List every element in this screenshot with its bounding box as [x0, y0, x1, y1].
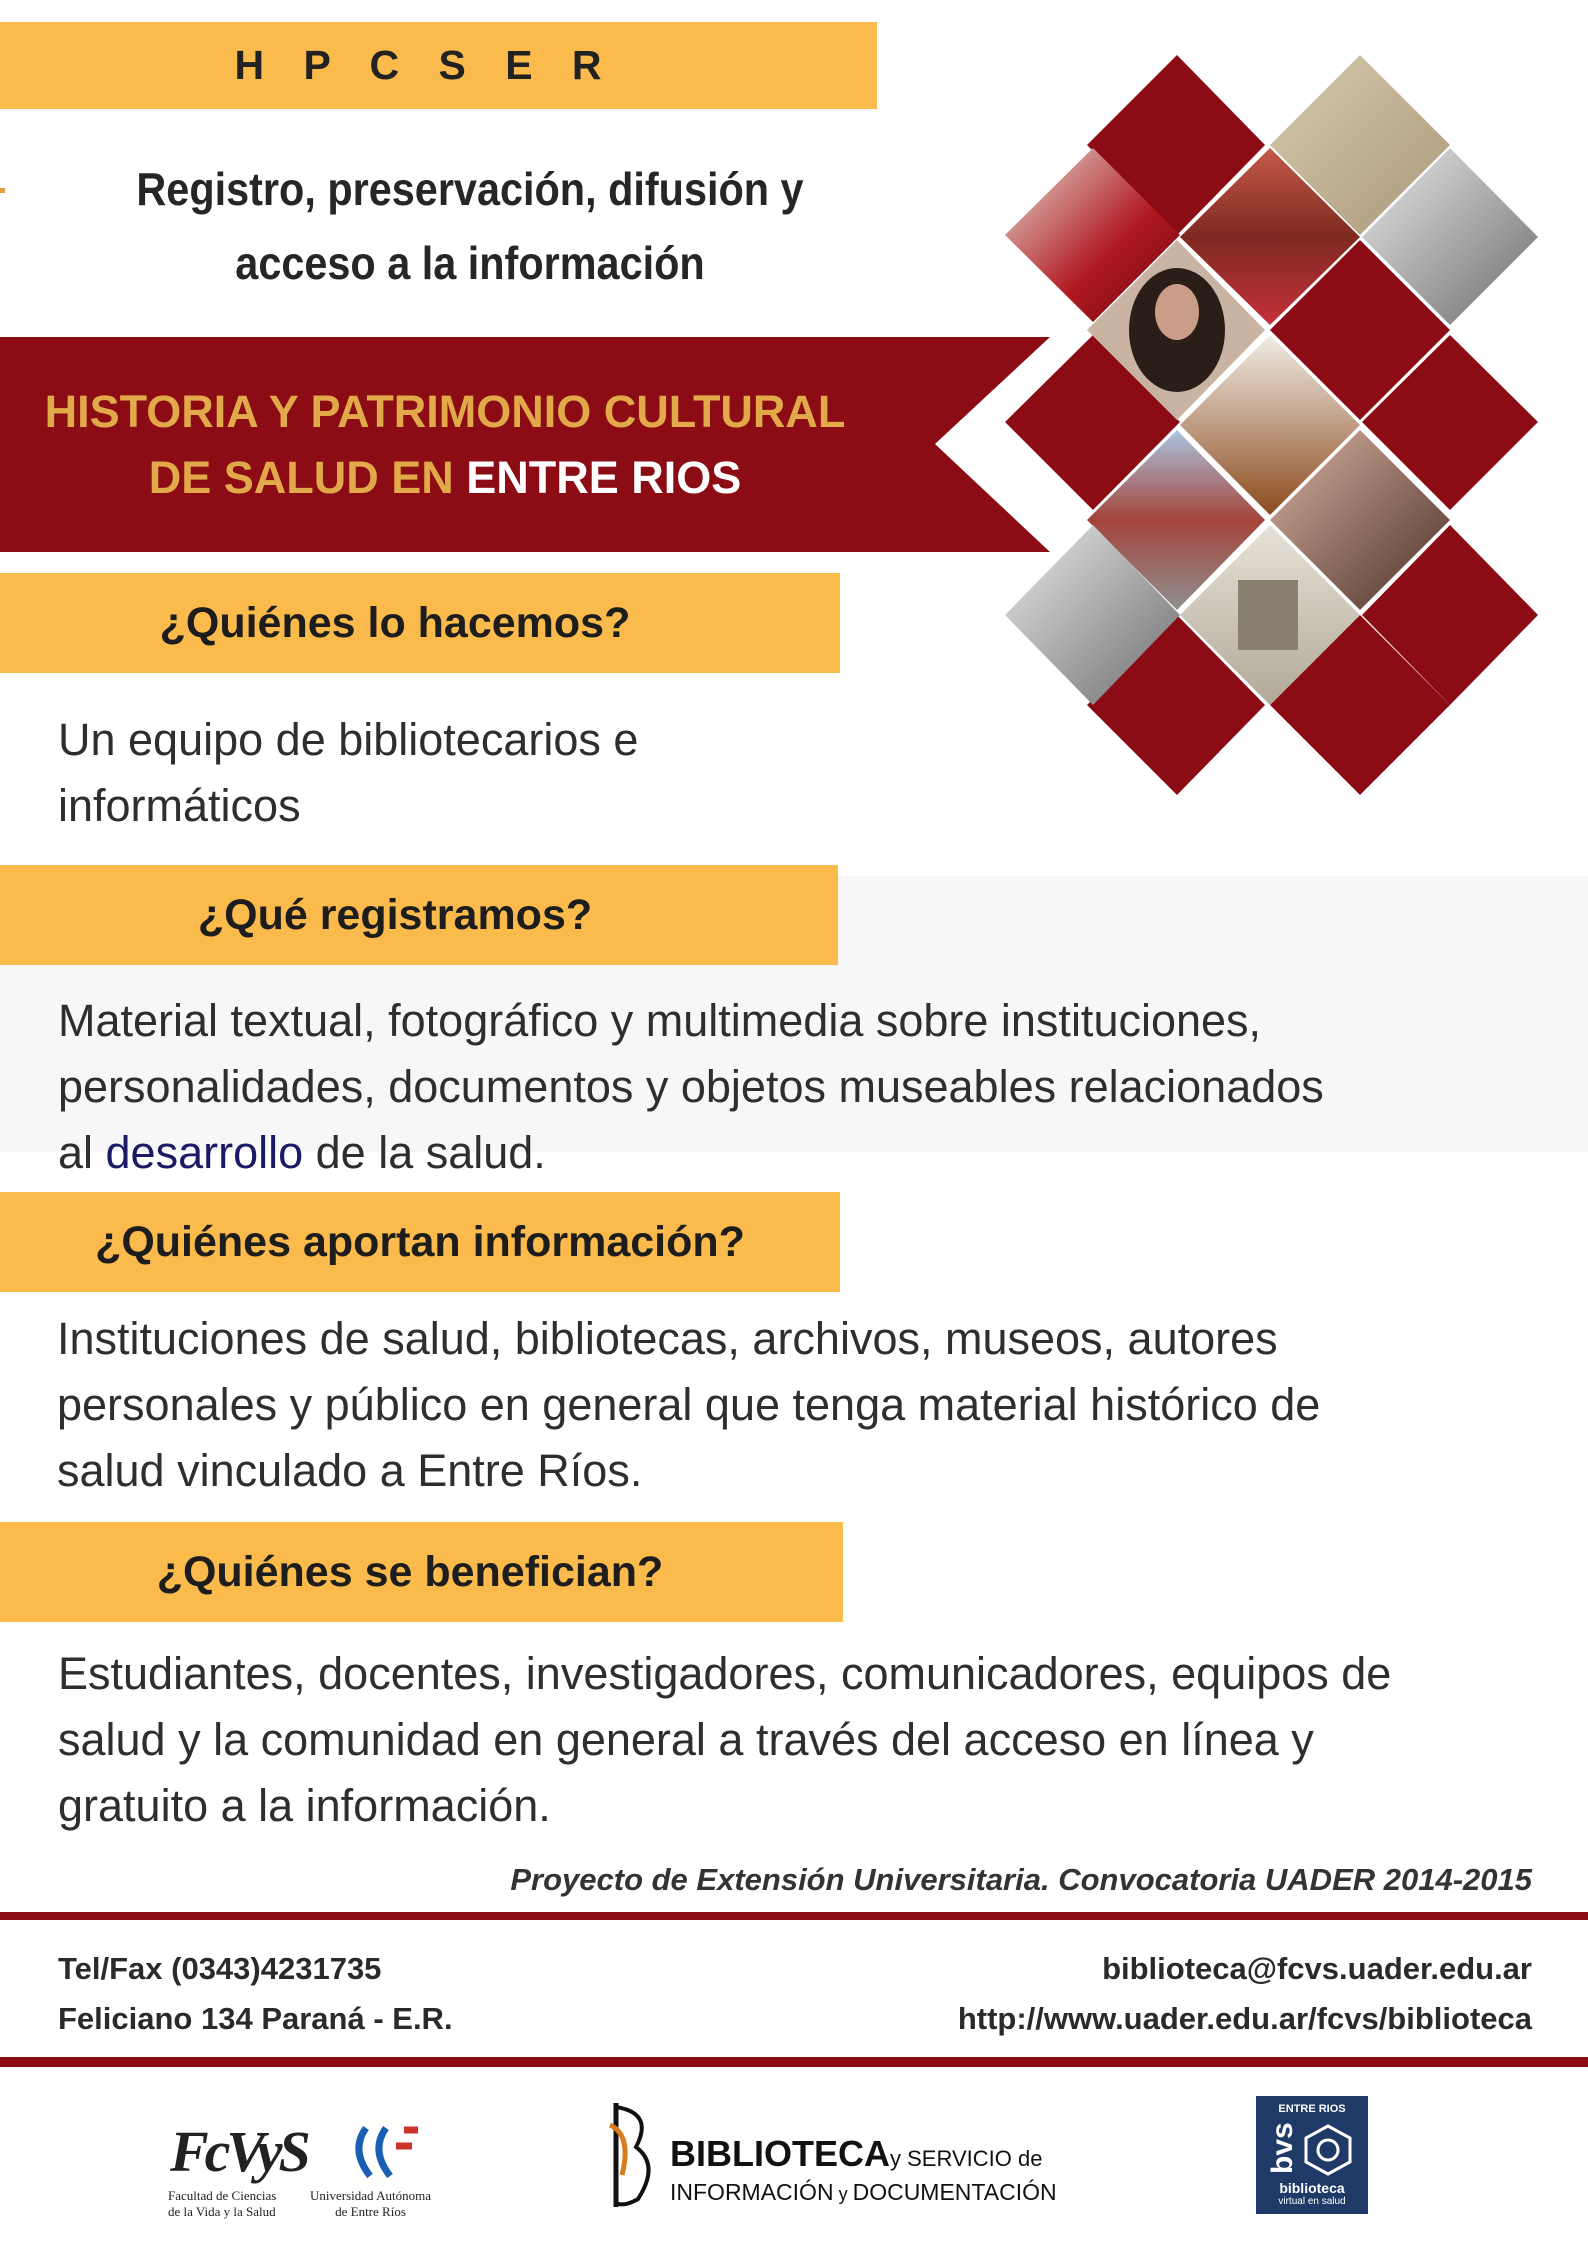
uader-logo-caption — [308, 2188, 433, 2220]
text-line: salud vinculado a Entre Ríos. — [57, 1445, 643, 1496]
biblioteca-info: INFORMACIÓN — [670, 2179, 834, 2205]
left-margin-mark — [0, 188, 5, 193]
address: Feliciano 134 Paraná - E.R. — [58, 2001, 453, 2036]
biblioteca-line-1 — [670, 2135, 1057, 2178]
fcvs-caption-line: de la Vida y la Salud — [168, 2204, 276, 2219]
bvs-logo — [1256, 2096, 1368, 2214]
text-fragment: de la salud. — [303, 1127, 546, 1178]
page-title: H P C S E R — [234, 42, 616, 88]
subtitle-line-2: acceso a la información — [235, 237, 705, 289]
text-line — [58, 1120, 1324, 1186]
text-line: personales y público en general que tenga material histórico de — [57, 1379, 1321, 1430]
banner-line-1: HISTORIA Y PATRIMONIO CULTURAL — [44, 385, 846, 437]
website-link[interactable]: http://www.uader.edu.ar/fcvs/biblioteca — [957, 2001, 1532, 2036]
contact-right — [958, 1944, 1532, 2044]
text-line: personalidades, documentos y objetos museables relacionados — [58, 1061, 1324, 1112]
text-fragment: al — [58, 1127, 106, 1178]
text-line: Estudiantes, docentes, investigadores, comunicadores, equipos de — [58, 1648, 1392, 1699]
banner-line-2-part-2: ENTRE RIOS — [466, 451, 742, 503]
biblioteca-title: BIBLIOTECA — [670, 2133, 890, 2174]
text-line: informáticos — [58, 780, 301, 831]
bvs-logo-icon — [1300, 2122, 1356, 2178]
biblioteca-small-2: y — [833, 2184, 853, 2204]
text-line: Un equipo de bibliotecarios e — [58, 714, 639, 765]
banner-line-2 — [149, 445, 742, 511]
biblioteca-doc: DOCUMENTACIÓN — [852, 2179, 1057, 2205]
uader-logo-icon — [346, 2120, 426, 2184]
bvs-bottom-line: biblioteca — [1279, 2180, 1345, 2196]
fcvs-logo-caption — [168, 2188, 276, 2220]
biblioteca-logo-text — [670, 2135, 1057, 2208]
banner-title — [0, 337, 890, 552]
section-text — [58, 707, 638, 839]
bvs-logo-bottom — [1256, 2182, 1368, 2208]
fcvs-logo — [168, 2118, 307, 2228]
uader-logo — [308, 2118, 433, 2228]
section-heading: ¿Quiénes lo hacemos? — [159, 598, 631, 647]
biblioteca-b-icon — [602, 2095, 662, 2215]
contact-left — [58, 1944, 453, 2044]
text-line: salud y la comunidad en general a través del acceso en línea y — [58, 1714, 1314, 1765]
banner-line-2-part-1: DE SALUD EN — [148, 451, 467, 503]
section-heading: ¿Qué registramos? — [197, 890, 593, 939]
text-line: Material textual, fotográfico y multimedia sobre instituciones, — [58, 995, 1262, 1046]
footer-rule-top — [0, 1912, 1588, 1920]
fcvs-caption-line: Facultad de Ciencias — [168, 2188, 277, 2203]
section-text — [57, 1306, 1320, 1504]
section-text — [58, 1641, 1391, 1839]
fcvs-logo-mark: FcVyS — [170, 2119, 307, 2184]
section-heading: ¿Quiénes aportan información? — [95, 1217, 745, 1266]
portrait-face — [1155, 284, 1199, 340]
email-link[interactable]: biblioteca@fcvs.uader.edu.ar — [1102, 1951, 1532, 1986]
bvs-bottom-line: virtual en salud — [1278, 2196, 1346, 2207]
biblioteca-small-1: y SERVICIO de — [890, 2146, 1043, 2171]
biblioteca-line-2 — [670, 2178, 1057, 2208]
page-subtitle — [110, 152, 830, 300]
section-text — [58, 988, 1324, 1186]
photo-collage — [970, 50, 1570, 840]
bvs-logo-mark: bvs — [1266, 2122, 1299, 2174]
footer-rule-bottom — [0, 2057, 1588, 2067]
bvs-logo-top: ENTRE RIOS — [1278, 2103, 1346, 2115]
biblioteca-logo — [602, 2095, 1062, 2215]
section-heading: ¿Quiénes se benefician? — [156, 1547, 664, 1596]
uader-caption-line: de Entre Ríos — [335, 2204, 406, 2219]
desarrollo-link[interactable]: desarrollo — [105, 1127, 304, 1178]
uader-caption-line: Universidad Autónoma — [310, 2188, 431, 2203]
project-note: Proyecto de Extensión Universitaria. Convocatoria UADER 2014-2015 — [510, 1862, 1532, 1897]
subtitle-line-1: Registro, preservación, difusión y — [136, 163, 804, 215]
hospital-door — [1238, 580, 1298, 650]
phone-number: Tel/Fax (0343)4231735 — [58, 1951, 382, 1986]
text-line: gratuito a la información. — [58, 1780, 551, 1831]
text-line: Instituciones de salud, bibliotecas, archivos, museos, autores — [57, 1313, 1278, 1364]
